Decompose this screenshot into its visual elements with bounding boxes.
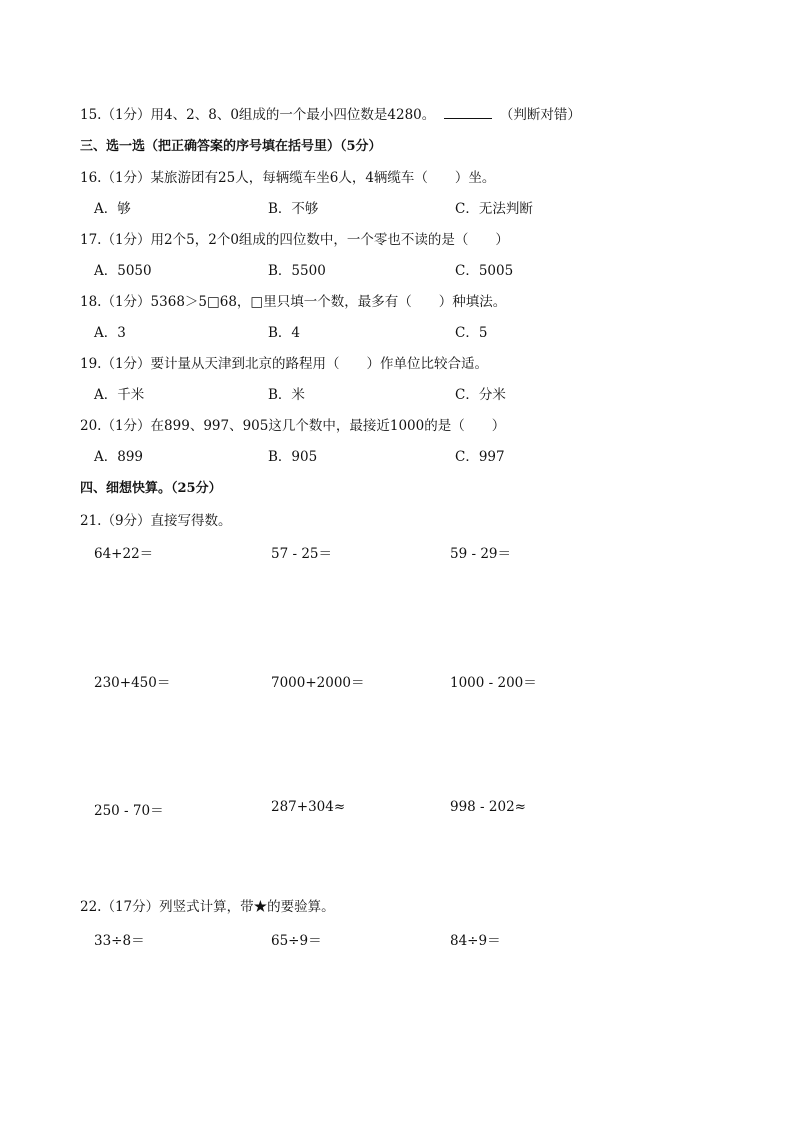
question-15 xyxy=(80,103,581,123)
q21-item: 64+22＝ xyxy=(94,546,154,562)
q22-item: 33÷8＝ xyxy=(94,933,145,949)
q21-item: 250 - 70＝ xyxy=(94,803,164,819)
question-18: 18.（1分）5368＞5□68，□里只填一个数，最多有（ ）种填法。 xyxy=(80,294,507,310)
q21-item: 59 - 29＝ xyxy=(450,546,512,562)
question-22: 22.（17分）列竖式计算，带★的要验算。 xyxy=(80,899,335,915)
question-17: 17.（1分）用2个5，2个0组成的四位数中，一个零也不读的是（ ） xyxy=(80,232,509,248)
question-19: 19.（1分）要计量从天津到北京的路程用（ ）作单位比较合适。 xyxy=(80,356,489,372)
q21-item: 7000+2000＝ xyxy=(271,675,365,691)
q21-item: 287+304≈ xyxy=(271,799,346,815)
question-16: 16.（1分）某旅游团有25人，每辆缆车坐6人，4辆缆车（ ）坐。 xyxy=(80,170,496,186)
q21-item: 998 - 202≈ xyxy=(450,799,526,815)
q22-item: 65÷9＝ xyxy=(271,933,322,949)
question-20: 20.（1分）在899、997、905这几个数中，最接近1000的是（ ） xyxy=(80,418,506,434)
q18-option-c: C．5 xyxy=(455,325,488,341)
q17-option-b: B．5500 xyxy=(268,263,326,279)
q17-option-a: A．5050 xyxy=(94,263,152,279)
q17-option-c: C．5005 xyxy=(455,263,514,279)
q20-option-a: A．899 xyxy=(94,449,144,465)
question-15-text: 15.（1分）用4、2、8、0组成的一个最小四位数是4280。 xyxy=(80,107,436,123)
q16-option-c: C．无法判断 xyxy=(455,201,533,217)
q20-option-c: C．997 xyxy=(455,449,505,465)
q19-option-c: C．分米 xyxy=(455,387,506,403)
question-21: 21.（9分）直接写得数。 xyxy=(80,513,232,529)
q18-option-b: B．4 xyxy=(268,325,301,341)
section-4-heading: 四、细想快算。（25分） xyxy=(80,481,222,496)
q19-option-b: B．米 xyxy=(268,387,305,403)
q16-option-b: B．不够 xyxy=(268,201,319,217)
q16-option-a: A．够 xyxy=(94,201,131,217)
q21-item: 230+450＝ xyxy=(94,675,171,691)
q21-item: 1000 - 200＝ xyxy=(450,675,537,691)
question-15-tail: （判断对错） xyxy=(499,107,581,123)
q18-option-a: A．3 xyxy=(94,325,126,341)
q19-option-a: A．千米 xyxy=(94,387,145,403)
q20-option-b: B．905 xyxy=(268,449,318,465)
q21-item: 57 - 25＝ xyxy=(271,546,333,562)
q22-item: 84÷9＝ xyxy=(450,933,501,949)
answer-blank[interactable] xyxy=(444,107,492,119)
section-3-heading: 三、选一选（把正确答案的序号填在括号里）（5分） xyxy=(80,139,382,154)
